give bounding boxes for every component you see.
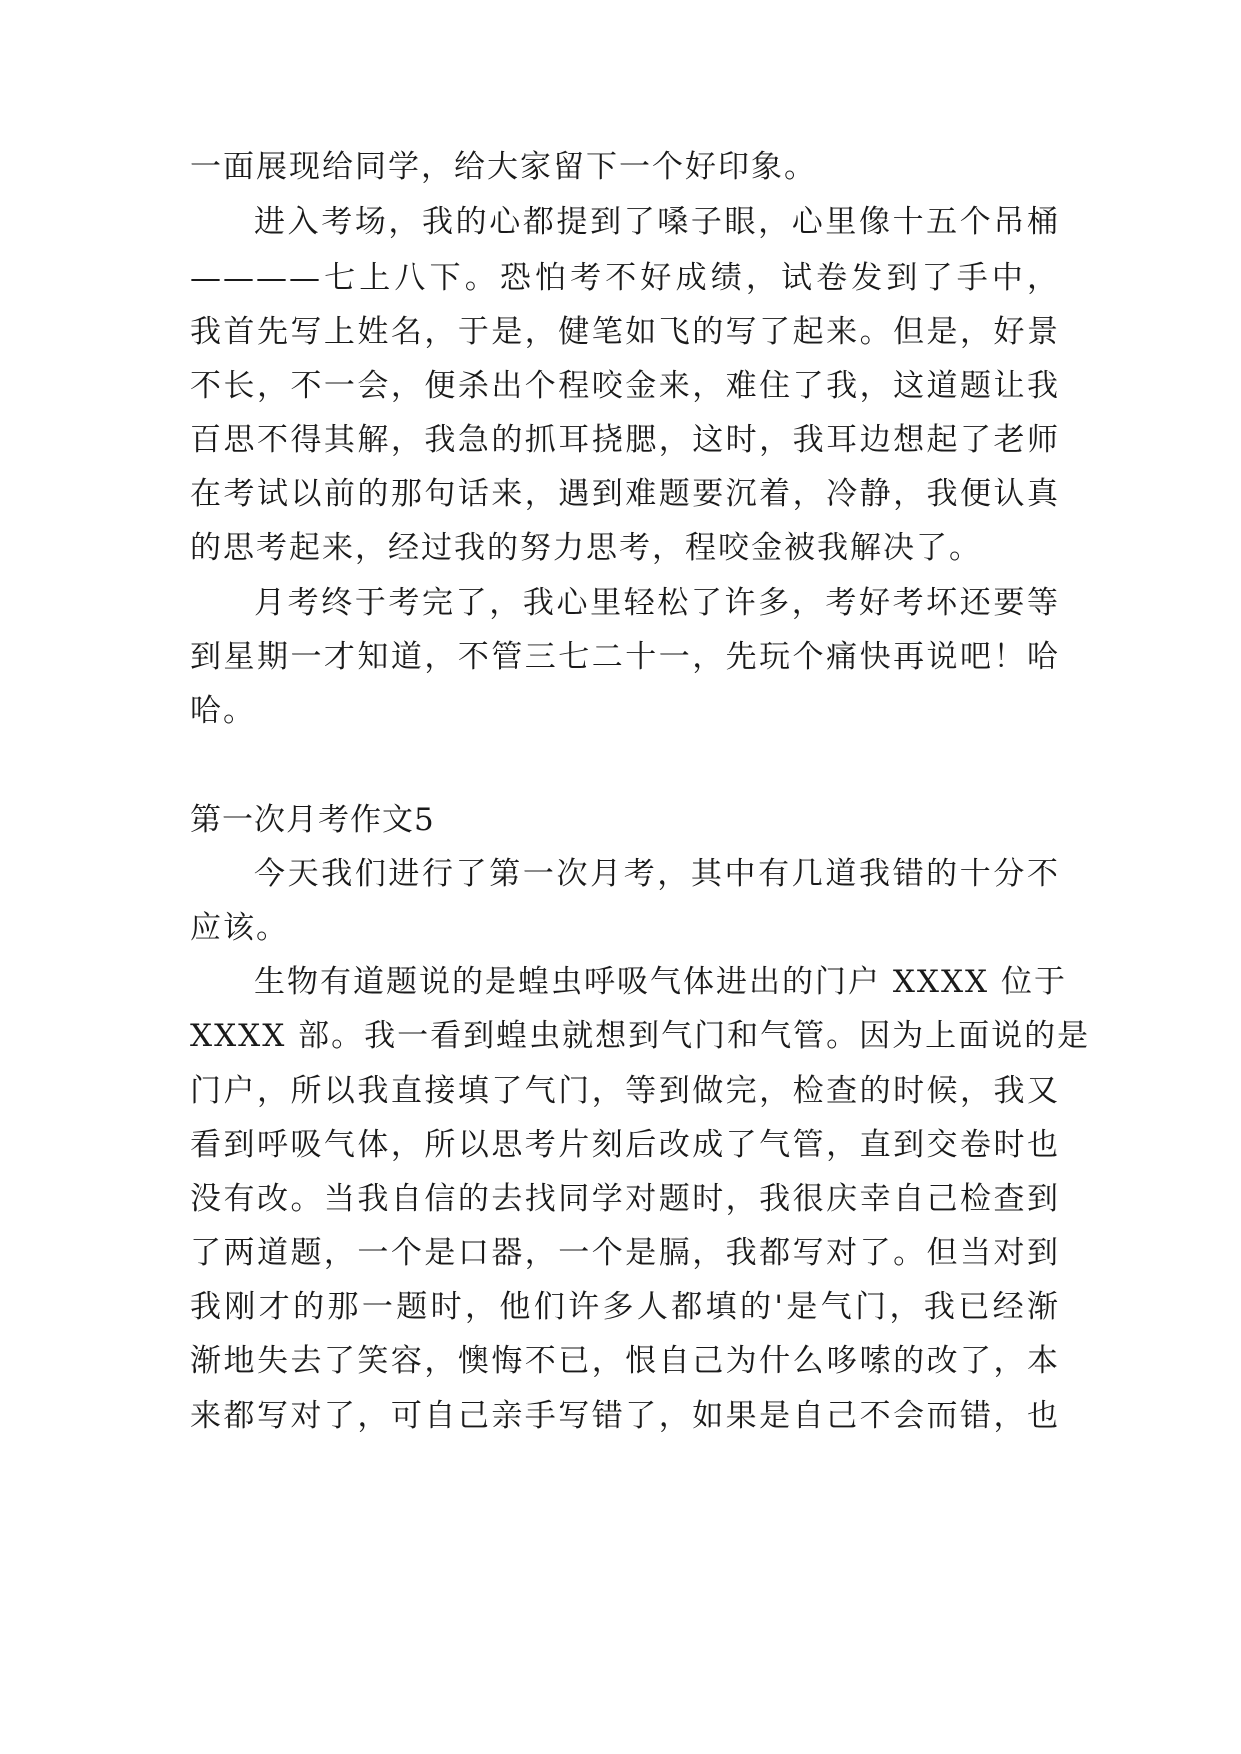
text-line: 在考试以前的那句话来，遇到难题要沉着，冷静，我便认真 <box>190 476 1060 512</box>
text-line: 看到呼吸气体，所以思考片刻后改成了气管，直到交卷时也 <box>190 1127 1060 1163</box>
text-line: 渐地失去了笑容，懊悔不已，恨自己为什么哆嗦的改了，本 <box>190 1343 1060 1379</box>
text-line: 我首先写上姓名，于是，健笔如飞的写了起来。但是，好景 <box>190 314 1060 350</box>
text-line: 哈。 <box>190 693 256 729</box>
text-line: 门户，所以我直接填了气门，等到做完，检查的时候，我又 <box>190 1073 1060 1109</box>
text-line: 到星期一才知道，不管三七二十一，先玩个痛快再说吧！哈 <box>190 639 1060 675</box>
text-line: 了两道题，一个是口器，一个是膈，我都写对了。但当对到 <box>190 1235 1060 1271</box>
text-line: 应该。 <box>190 910 289 946</box>
text-line: 的思考起来，经过我的努力思考，程咬金被我解决了。 <box>190 530 982 566</box>
paragraph-first-line: 月考终于考完了，我心里轻松了许多，考好考坏还要等 <box>254 585 1060 621</box>
paragraph-first-line: 今天我们进行了第一次月考，其中有几道我错的十分不 <box>254 856 1060 892</box>
paragraph-first-line: 生物有道题说的是蝗虫呼吸气体进出的门户 XXXX 位于 <box>254 964 1067 1000</box>
text-line: 不长，不一会，便杀出个程咬金来，难住了我，这道题让我 <box>190 368 1060 404</box>
text-line: ————七上八下。恐怕考不好成绩，试卷发到了手中， <box>190 260 1060 296</box>
text-line: 没有改。当我自信的去找同学对题时，我很庆幸自己检查到 <box>190 1181 1060 1217</box>
text-line: XXXX 部。我一看到蝗虫就想到气门和气管。因为上面说的是 <box>190 1018 1091 1054</box>
text-line: 来都写对了，可自己亲手写错了，如果是自己不会而错，也 <box>190 1398 1060 1434</box>
text-line: 一面展现给同学，给大家留下一个好印象。 <box>190 149 817 185</box>
section-title: 第一次月考作文5 <box>190 802 435 838</box>
text-line: 我刚才的那一题时，他们许多人都填的'是气门，我已经渐 <box>190 1289 1060 1325</box>
paragraph-first-line: 进入考场，我的心都提到了嗓子眼，心里像十五个吊桶 <box>254 204 1060 240</box>
text-line: 百思不得其解，我急的抓耳挠腮，这时，我耳边想起了老师 <box>190 422 1060 458</box>
